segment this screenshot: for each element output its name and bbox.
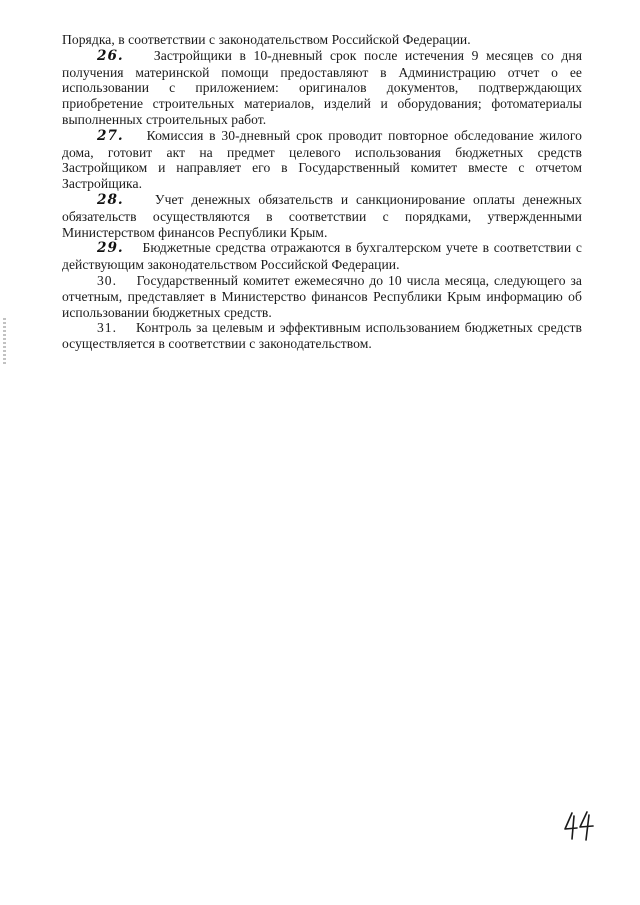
paragraph-number: 29. — [97, 240, 124, 257]
paragraph-31 — [62, 320, 582, 352]
paragraph-27 — [62, 128, 582, 192]
paragraph-continuation — [62, 32, 582, 48]
paragraph-number: 28. — [97, 191, 124, 208]
paragraph-number: 31. — [97, 320, 117, 336]
handwritten-44-icon — [562, 810, 596, 842]
paragraph-26 — [62, 48, 582, 128]
paragraph-number: 26. — [97, 47, 124, 64]
paragraph-text: Порядка, в соответствии с законодательством Российской Федерации. — [62, 32, 471, 47]
paragraph-text: Комиссия в 30-дневный срок проводит повторное обследование жилого дома, готовит акт на предмет целевого использования бюджетных средств Застройщиком и направляет его в Государственный комитет вместе с отчетом Застройщика. — [62, 127, 582, 192]
paragraph-29 — [62, 240, 582, 273]
paragraph-text: Государственный комитет ежемесячно до 10 числа месяца, следующего за отчетным, представляет в Министерство финансов Республики Крым информацию об использовании бюджетных средств. — [62, 272, 583, 320]
paragraph-text: Бюджетные средства отражаются в бухгалтерском учете в соответствии с действующим законодательством Российской Федерации. — [62, 240, 582, 273]
paragraph-number: 30. — [97, 272, 117, 288]
paragraph-text: Застройщики в 10-дневный срок после истечения 9 месяцев со дня получения материнской помощи предоставляют в Администрацию отчет о ее использовании с приложением: оригиналов документов, подтверждающих приобретение строительных материалов, изделий и оборудования; фотоматериалы выполненных строительных работ. — [62, 47, 582, 127]
document-body — [62, 32, 582, 352]
paragraph-30 — [62, 273, 582, 320]
paragraph-text: Контроль за целевым и эффективным использованием бюджетных средств осуществляется в соответствии с законодательством. — [62, 320, 582, 352]
paragraph-number: 27. — [97, 127, 124, 144]
handwritten-page-number — [562, 810, 596, 842]
paragraph-text: Учет денежных обязательств и санкционирование оплаты денежных обязательств осуществляются в соответствии с порядками, утвержденными Министерством финансов Республики Крым. — [62, 191, 582, 240]
scan-margin-mark — [3, 318, 6, 364]
paragraph-28 — [62, 192, 582, 240]
